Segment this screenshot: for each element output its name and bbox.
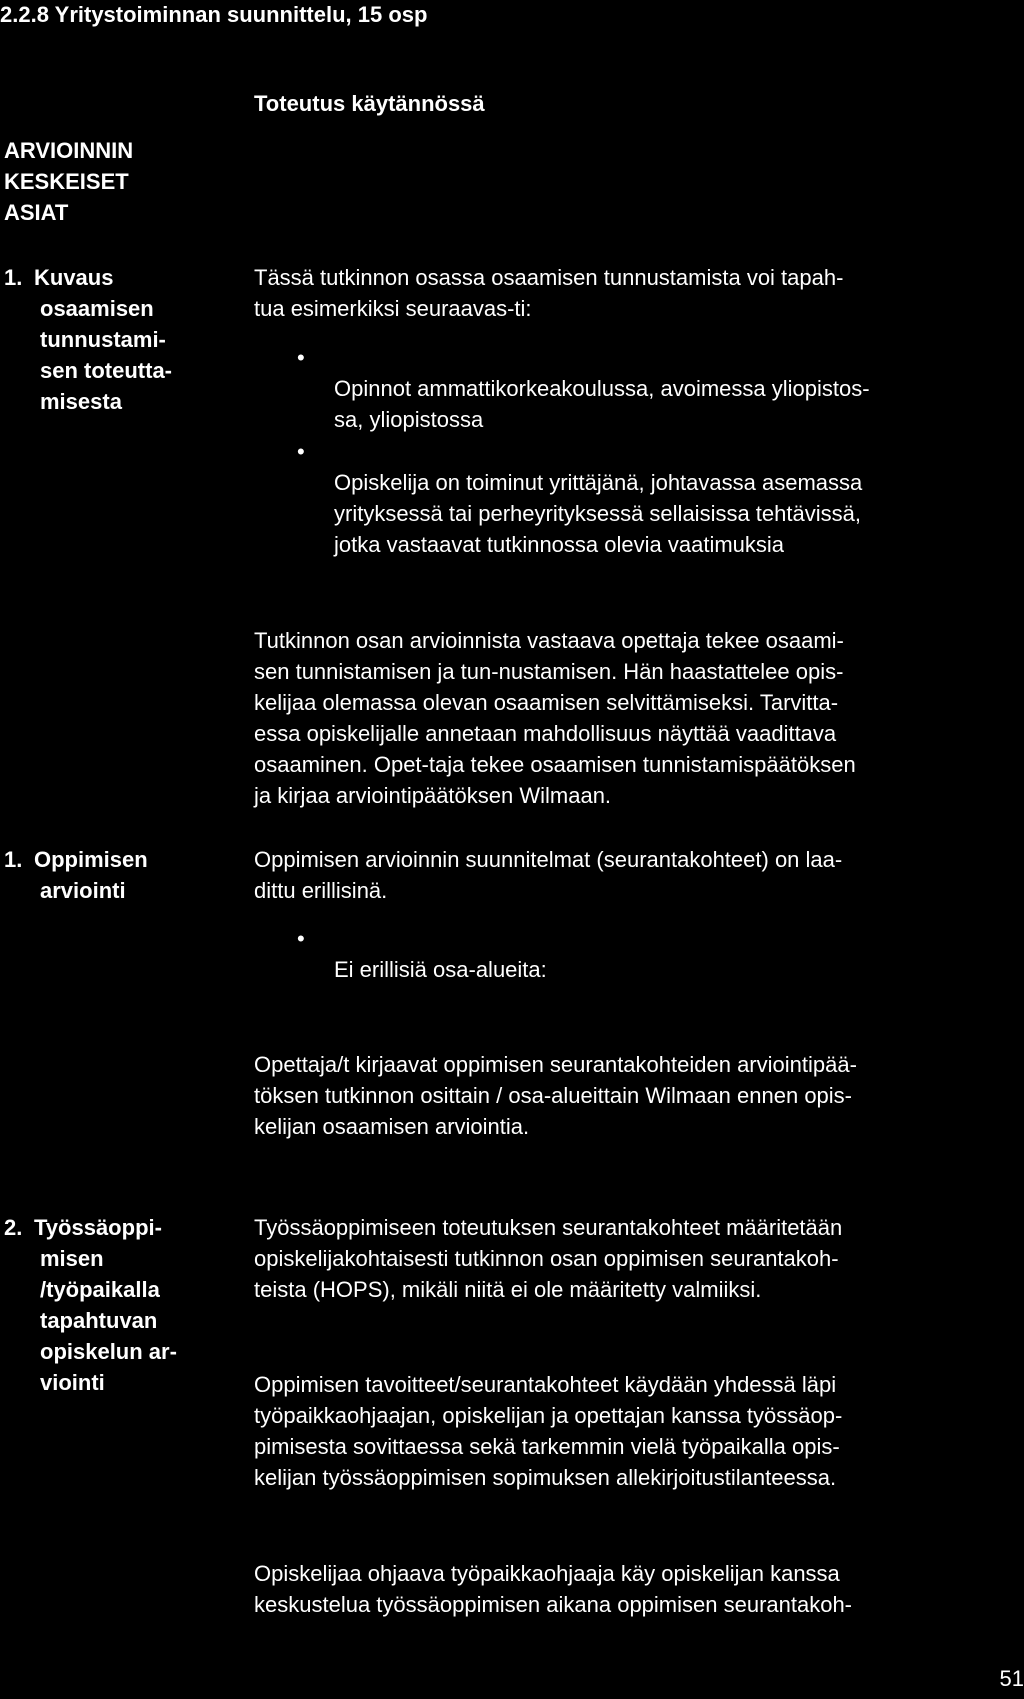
row-paragraph: Opettaja/t kirjaavat oppimisen seurantakohteiden arviointipää- töksen tutkinnon osittain / osa-alueittain Wilmaan ennen opis- kelijan osaamisen arviointia.	[254, 1052, 857, 1139]
row-content-learning-assessment	[254, 844, 1024, 1142]
row-paragraph: Opiskelijaa ohjaava työpaikkaohjaaja käy opiskelijan kanssa keskustelua työssäoppimisen aikana oppimisen seurantakoh-	[254, 1561, 853, 1617]
row-label-line: viointi	[40, 1370, 105, 1395]
bullet-item	[254, 923, 1024, 985]
bullet-text: Opiskelija on toiminut yrittäjänä, johtavassa asemassa yrityksessä tai perheyrityksessä sellaisissa tehtävissä, jotka vastaavat tutkinnossa olevia vaatimuksia	[334, 470, 863, 557]
column-header-line: ASIAT	[4, 200, 69, 225]
row-label-line: opiskelun ar-	[40, 1339, 177, 1364]
section-heading: 2.2.8 Yritystoiminnan suunnittelu, 15 osp	[0, 2, 428, 27]
column-header-assessment	[4, 135, 133, 228]
row-content-recognition	[254, 262, 1024, 811]
bullet-dot-icon: •	[297, 345, 305, 370]
row-label-line: misen	[40, 1246, 104, 1271]
row-intro: Tässä tutkinnon osassa osaamisen tunnustamista voi tapah- tua esimerkiksi seuraavas-ti:	[254, 265, 844, 321]
bullet-list	[254, 342, 1024, 560]
row-label-line: tunnustami-	[40, 327, 166, 352]
row-intro: Oppimisen arvioinnin suunnitelmat (seurantakohteet) on laa- dittu erillisinä.	[254, 847, 843, 903]
row-number: 1.	[4, 847, 23, 872]
column-header-line: KESKEISET	[4, 169, 129, 194]
row-label-workplace-learning	[4, 1212, 204, 1398]
row-label-line: tapahtuvan	[40, 1308, 158, 1333]
bullet-text: Opinnot ammattikorkeakoulussa, avoimessa yliopistos- sa, yliopistossa	[334, 376, 870, 432]
row-label-line: arviointi	[40, 878, 126, 903]
row-label-line: misesta	[40, 389, 122, 414]
row-paragraph: Tutkinnon osan arvioinnista vastaava opettaja tekee osaami- sen tunnistamisen ja tun-nustamisen. Hän haastattelee opis- kelijaa olemassa olevan osaamisen selvittämiseksi. Tarvitta- essa opiskelijalle annetaan mahdollisuus näyttää vaadittava osaaminen. Opet-taja tekee osaamisen tunnistamispäätöksen ja kirjaa arviointipäätöksen Wilmaan.	[254, 628, 856, 808]
row-paragraph: Oppimisen tavoitteet/seurantakohteet käydään yhdessä läpi työpaikkaohjaajan, opiskelijan ja opettajan kanssa työssäop- pimisesta sovittaessa sekä tarkemmin vielä työpaikalla opis- kelijan työssäoppimisen sopimuksen allekirjoitustilanteessa.	[254, 1372, 843, 1490]
bullet-dot-icon: •	[297, 926, 305, 951]
page-number: 51	[999, 1666, 1024, 1691]
bullet-text: Ei erillisiä osa-alueita:	[334, 957, 547, 982]
column-header-line: ARVIOINNIN	[4, 138, 134, 163]
row-label-recognition	[4, 262, 204, 417]
bullet-dot-icon: •	[297, 439, 305, 464]
row-label-learning-assessment	[4, 844, 204, 906]
row-number: 1.	[4, 265, 23, 290]
row-content-workplace-learning	[254, 1212, 1024, 1620]
row-label-line: Kuvaus	[34, 265, 114, 290]
row-label-line: osaamisen	[40, 296, 154, 321]
row-label-line: sen toteutta-	[40, 358, 172, 383]
row-label-line: Työssäoppi-	[34, 1215, 162, 1240]
row-number: 2.	[4, 1215, 23, 1240]
row-label-line: Oppimisen	[34, 847, 148, 872]
bullet-item	[254, 342, 1024, 435]
bullet-list	[254, 923, 1024, 985]
row-label-line: /työpaikalla	[40, 1277, 160, 1302]
row-paragraph: Työssäoppimiseen toteutuksen seurantakohteet määritetään opiskelijakohtaisesti tutkinnon osan oppimisen seurantakoh- teista (HOPS), mikäli niitä ei ole määritetty valmiiksi.	[254, 1215, 843, 1302]
column-header-implementation: Toteutus käytännössä	[254, 91, 485, 116]
bullet-item	[254, 436, 1024, 560]
